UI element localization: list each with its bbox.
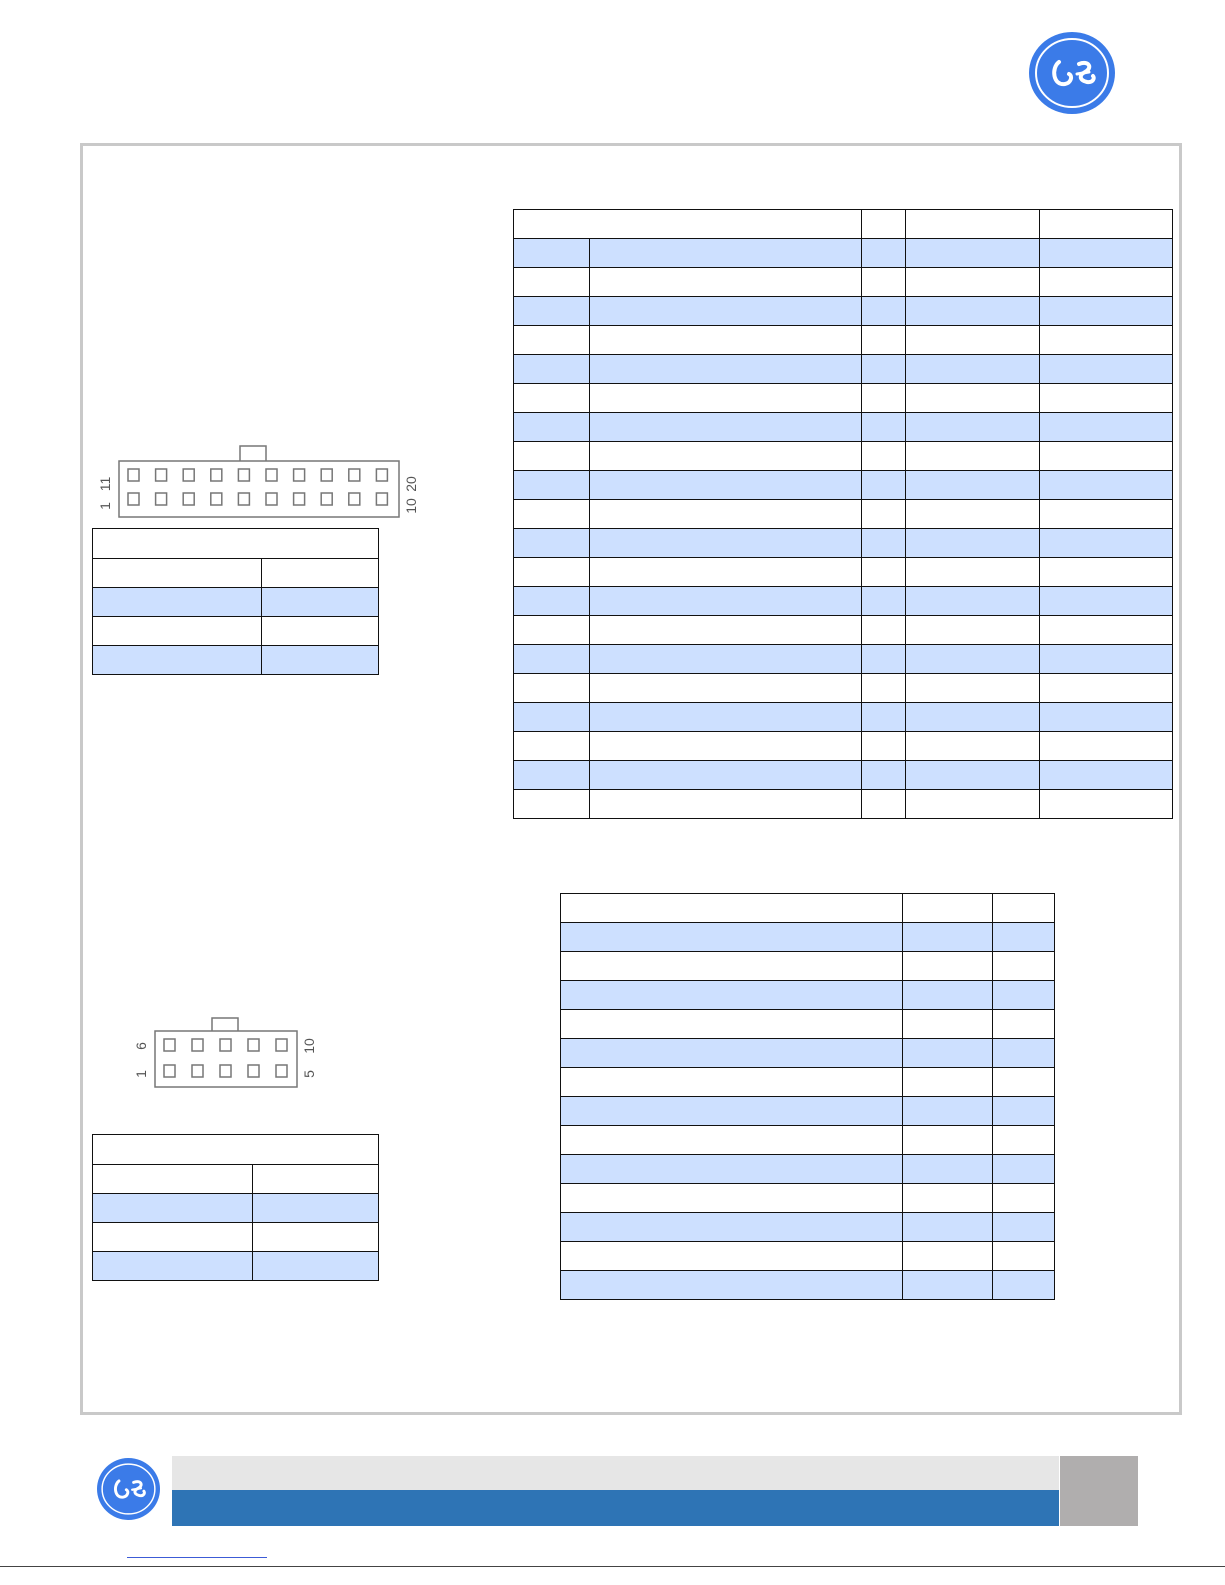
pinout-table-10 [560,893,1055,1300]
footer-page-box [1060,1456,1138,1526]
connector-pin [164,1065,175,1077]
ge-logo-header [1029,32,1115,114]
connector-pin [248,1039,259,1051]
table-row [514,732,1173,761]
connector-pin [321,469,332,481]
footer-blue-band [172,1490,1059,1526]
table-row [514,442,1173,471]
table-header-row [561,894,1055,923]
footer-link-underline[interactable] [127,1557,267,1558]
table-row [561,1097,1055,1126]
connector-pin [266,469,277,481]
table-row [561,1039,1055,1068]
table-row [93,1223,379,1252]
connector-10-legend-table [92,1134,379,1281]
connector-pin [238,469,249,481]
ge-monogram-icon [1029,32,1115,114]
table-row [561,952,1055,981]
ge-monogram-icon [97,1458,160,1520]
connector-pin [183,493,194,505]
table-row [93,646,379,675]
table-row [561,1213,1055,1242]
table-row [561,1068,1055,1097]
table-row [93,617,379,646]
connector-20-pin-diagram [94,444,430,522]
table-row [514,529,1173,558]
table-row [514,355,1173,384]
table-row [561,1126,1055,1155]
table-row [93,1135,379,1165]
connector-pin [156,469,167,481]
table-row [561,1242,1055,1271]
table-row [561,923,1055,952]
connector-pin [349,493,360,505]
connector-pin [349,469,360,481]
table-row [514,587,1173,616]
table-row [514,790,1173,819]
connector-pin [164,1039,175,1051]
table-header-row [514,210,1173,239]
table-row [514,239,1173,268]
table-row [561,1010,1055,1039]
connector-pin [220,1039,231,1051]
pin-label-1: 1 [97,502,113,510]
table-row [93,529,379,559]
connector-pin [294,493,305,505]
connector-pin [220,1065,231,1077]
ge-logo-footer [97,1458,160,1520]
connector-pin [294,469,305,481]
table-row [93,559,379,588]
table-row [93,1194,379,1223]
table-row [514,384,1173,413]
table-row [93,588,379,617]
table-row [561,1271,1055,1300]
page-bottom-rule [0,1566,1225,1567]
pinout-table-20 [513,209,1173,819]
connector-pin [321,493,332,505]
table-row [93,1252,379,1281]
table-row [514,558,1173,587]
table-row [514,645,1173,674]
connector-pin [183,469,194,481]
connector-pin [266,493,277,505]
pin-label-6: 6 [133,1042,149,1050]
pin-label-10: 10 [403,498,419,514]
connector-20-legend-table [92,528,379,675]
pin-label-10: 10 [301,1038,317,1054]
connector-pin [276,1065,287,1077]
connector-pin [248,1065,259,1077]
connector-pin [156,493,167,505]
table-row [514,326,1173,355]
table-row [514,268,1173,297]
table-row [514,471,1173,500]
connector-pin [276,1039,287,1051]
table-row [514,500,1173,529]
footer-gray-band [172,1456,1059,1490]
table-row [93,1165,379,1194]
connector-pin [128,493,139,505]
pin-label-11: 11 [97,476,113,492]
table-row [514,413,1173,442]
connector-pin [128,469,139,481]
table-row [561,1155,1055,1184]
table-row [514,674,1173,703]
table-row [514,297,1173,326]
pin-label-5: 5 [301,1070,317,1078]
connector-pin [376,469,387,481]
connector-10-pin-diagram [130,1016,326,1092]
connector-pin [192,1065,203,1077]
connector-pin [192,1039,203,1051]
connector-pin [211,493,222,505]
pin-label-20: 20 [403,476,419,492]
table-row [561,1184,1055,1213]
table-row [514,761,1173,790]
connector-pin [238,493,249,505]
connector-pin [376,493,387,505]
table-row [561,981,1055,1010]
table-row [514,703,1173,732]
table-row [514,616,1173,645]
pin-label-1: 1 [133,1070,149,1078]
connector-pin [211,469,222,481]
